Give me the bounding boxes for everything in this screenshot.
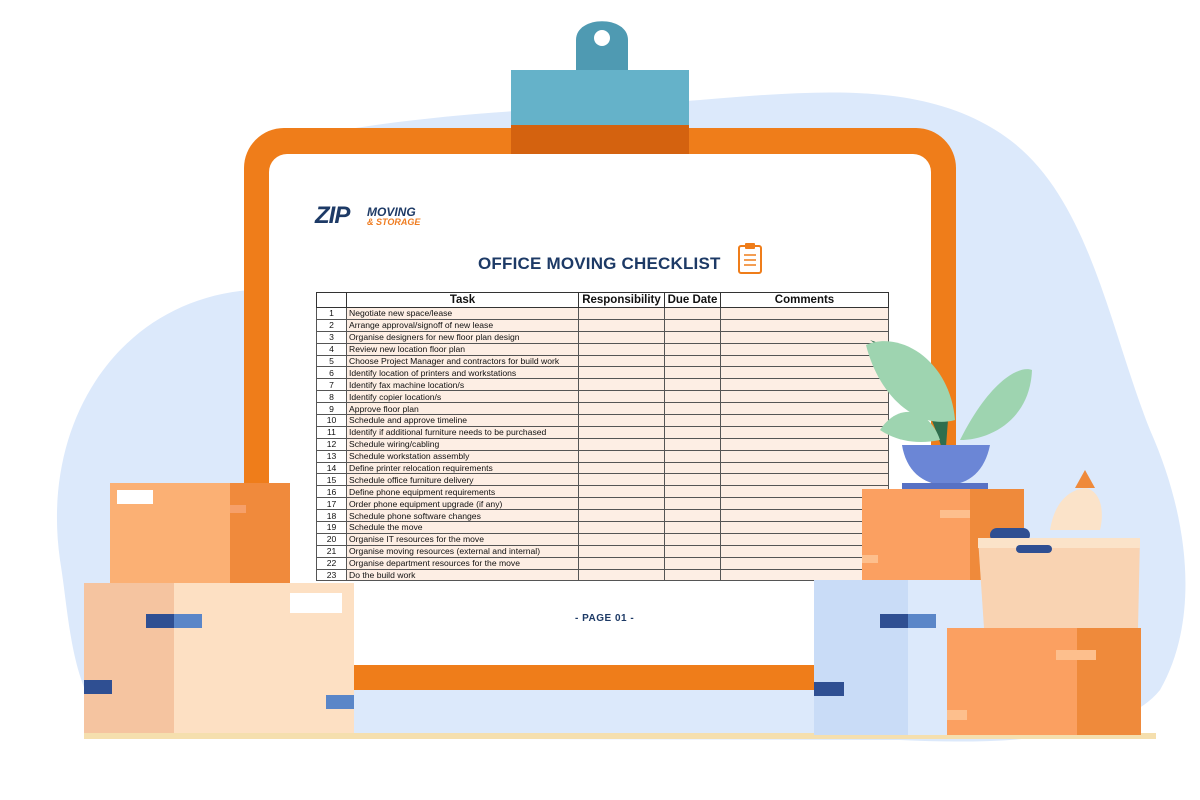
logo-zip-text: ZIP [315, 202, 350, 229]
due-date-cell [665, 498, 721, 510]
responsibility-cell [579, 367, 665, 379]
responsibility-cell [579, 379, 665, 391]
row-number: 9 [317, 403, 347, 415]
comments-cell [721, 308, 889, 320]
table-row [317, 498, 889, 510]
responsibility-cell [579, 474, 665, 486]
table-header-row [317, 293, 889, 308]
table-row [317, 438, 889, 450]
comments-cell [721, 498, 889, 510]
row-number: 19 [317, 522, 347, 534]
row-number: 7 [317, 379, 347, 391]
row-number: 2 [317, 319, 347, 331]
task-cell: Organise IT resources for the move [347, 533, 579, 545]
header-number [317, 293, 347, 308]
comments-cell [721, 319, 889, 331]
table-row [317, 308, 889, 320]
due-date-cell [665, 438, 721, 450]
row-number: 6 [317, 367, 347, 379]
comments-cell [721, 557, 889, 569]
comments-cell [721, 379, 889, 391]
task-cell: Order phone equipment upgrade (if any) [347, 498, 579, 510]
clip-body [511, 70, 689, 125]
checklist-table [316, 292, 889, 581]
task-cell: Identify copier location/s [347, 391, 579, 403]
header-task: Task [347, 293, 579, 308]
table-row [317, 426, 889, 438]
responsibility-cell [579, 557, 665, 569]
task-cell: Identify if additional furniture needs to be purchased [347, 426, 579, 438]
responsibility-cell [579, 486, 665, 498]
table-row [317, 331, 889, 343]
due-date-cell [665, 545, 721, 557]
responsibility-cell [579, 343, 665, 355]
row-number: 14 [317, 462, 347, 474]
document-title: OFFICE MOVING CHECKLIST [478, 254, 721, 273]
row-number: 10 [317, 415, 347, 427]
responsibility-cell [579, 391, 665, 403]
responsibility-cell [579, 331, 665, 343]
responsibility-cell [579, 462, 665, 474]
task-cell: Schedule the move [347, 522, 579, 534]
row-number: 21 [317, 545, 347, 557]
table-row [317, 403, 889, 415]
row-number: 8 [317, 391, 347, 403]
responsibility-cell [579, 545, 665, 557]
due-date-cell [665, 308, 721, 320]
responsibility-cell [579, 498, 665, 510]
due-date-cell [665, 331, 721, 343]
due-date-cell [665, 462, 721, 474]
comments-cell [721, 545, 889, 557]
due-date-cell [665, 450, 721, 462]
table-row [317, 569, 889, 581]
task-cell: Identify fax machine location/s [347, 379, 579, 391]
row-number: 17 [317, 498, 347, 510]
table-row [317, 510, 889, 522]
responsibility-cell [579, 522, 665, 534]
due-date-cell [665, 391, 721, 403]
due-date-cell [665, 522, 721, 534]
comments-cell [721, 522, 889, 534]
comments-cell [721, 367, 889, 379]
task-cell: Schedule workstation assembly [347, 450, 579, 462]
task-cell: Schedule office furniture delivery [347, 474, 579, 486]
task-cell: Negotiate new space/lease [347, 308, 579, 320]
task-cell: Arrange approval/signoff of new lease [347, 319, 579, 331]
table-row [317, 474, 889, 486]
brand-logo [315, 198, 435, 230]
responsibility-cell [579, 403, 665, 415]
table-row [317, 319, 889, 331]
row-number: 22 [317, 557, 347, 569]
table-row [317, 545, 889, 557]
clip-hole [594, 30, 610, 46]
task-cell: Schedule and approve timeline [347, 415, 579, 427]
due-date-cell [665, 343, 721, 355]
due-date-cell [665, 367, 721, 379]
comments-cell [721, 403, 889, 415]
row-number: 3 [317, 331, 347, 343]
due-date-cell [665, 403, 721, 415]
responsibility-cell [579, 533, 665, 545]
row-number: 16 [317, 486, 347, 498]
comments-cell [721, 486, 889, 498]
comments-cell [721, 426, 889, 438]
task-cell: Schedule wiring/cabling [347, 438, 579, 450]
table-row [317, 522, 889, 534]
row-number: 4 [317, 343, 347, 355]
comments-cell [721, 355, 889, 367]
comments-cell [721, 391, 889, 403]
table-row [317, 343, 889, 355]
due-date-cell [665, 569, 721, 581]
due-date-cell [665, 415, 721, 427]
responsibility-cell [579, 308, 665, 320]
responsibility-cell [579, 426, 665, 438]
responsibility-cell [579, 510, 665, 522]
comments-cell [721, 474, 889, 486]
task-cell: Choose Project Manager and contractors for build work [347, 355, 579, 367]
row-number: 12 [317, 438, 347, 450]
comments-cell [721, 462, 889, 474]
logo-moving-text: MOVING [367, 205, 416, 219]
task-cell: Identify location of printers and workstations [347, 367, 579, 379]
due-date-cell [665, 486, 721, 498]
row-number: 11 [317, 426, 347, 438]
table-row [317, 450, 889, 462]
clipboard-icon [737, 242, 763, 274]
due-date-cell [665, 355, 721, 367]
comments-cell [721, 510, 889, 522]
responsibility-cell [579, 355, 665, 367]
clip-base [511, 124, 689, 154]
row-number: 23 [317, 569, 347, 581]
logo-storage-text: & STORAGE [367, 217, 421, 227]
header-due-date: Due Date [665, 293, 721, 308]
table-row [317, 367, 889, 379]
row-number: 18 [317, 510, 347, 522]
due-date-cell [665, 557, 721, 569]
row-number: 13 [317, 450, 347, 462]
table-row [317, 379, 889, 391]
due-date-cell [665, 533, 721, 545]
table-row [317, 486, 889, 498]
comments-cell [721, 331, 889, 343]
comments-cell [721, 415, 889, 427]
responsibility-cell [579, 319, 665, 331]
due-date-cell [665, 510, 721, 522]
table-row [317, 462, 889, 474]
task-cell: Organise moving resources (external and internal) [347, 545, 579, 557]
header-comments: Comments [721, 293, 889, 308]
row-number: 15 [317, 474, 347, 486]
header-responsibility: Responsibility [579, 293, 665, 308]
task-cell: Do the build work [347, 569, 579, 581]
task-cell: Approve floor plan [347, 403, 579, 415]
row-number: 20 [317, 533, 347, 545]
responsibility-cell [579, 438, 665, 450]
table-row [317, 415, 889, 427]
due-date-cell [665, 319, 721, 331]
page-number: - PAGE 01 - [575, 613, 635, 624]
table-body [317, 308, 889, 581]
row-number: 5 [317, 355, 347, 367]
due-date-cell [665, 426, 721, 438]
table-row [317, 533, 889, 545]
task-cell: Review new location floor plan [347, 343, 579, 355]
task-cell: Organise department resources for the move [347, 557, 579, 569]
comments-cell [721, 450, 889, 462]
comments-cell [721, 569, 889, 581]
responsibility-cell [579, 569, 665, 581]
responsibility-cell [579, 415, 665, 427]
task-cell: Schedule phone software changes [347, 510, 579, 522]
table-row [317, 355, 889, 367]
due-date-cell [665, 379, 721, 391]
table-row [317, 391, 889, 403]
comments-cell [721, 343, 889, 355]
table-row [317, 557, 889, 569]
comments-cell [721, 533, 889, 545]
task-cell: Organise designers for new floor plan design [347, 331, 579, 343]
task-cell: Define printer relocation requirements [347, 462, 579, 474]
row-number: 1 [317, 308, 347, 320]
task-cell: Define phone equipment requirements [347, 486, 579, 498]
due-date-cell [665, 474, 721, 486]
checklist-table-wrapper [316, 292, 888, 581]
comments-cell [721, 438, 889, 450]
responsibility-cell [579, 450, 665, 462]
